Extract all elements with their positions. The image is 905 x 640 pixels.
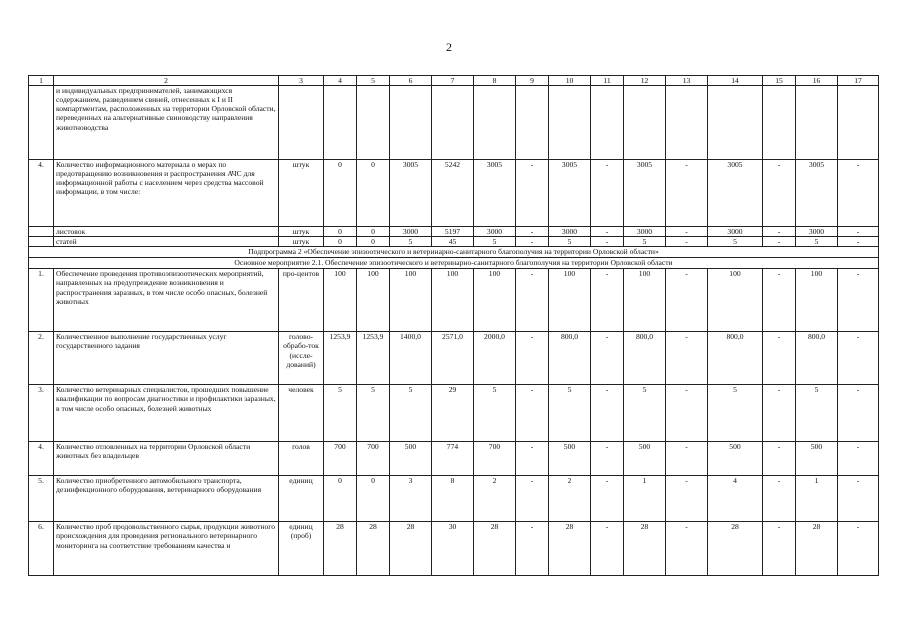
value-cell: 500 (708, 442, 763, 476)
column-number-13: 13 (666, 76, 708, 86)
value-cell: 0 (357, 237, 390, 247)
value-cell (432, 86, 474, 160)
column-number-row (29, 76, 879, 86)
value-cell (357, 86, 390, 160)
value-cell: 28 (549, 522, 591, 576)
column-number-15: 15 (763, 76, 796, 86)
value-cell: - (763, 269, 796, 332)
value-cell: - (591, 476, 624, 522)
value-cell: - (591, 385, 624, 442)
value-cell: 5 (549, 385, 591, 442)
unit-cell: голово-обрабо-ток (иссле-дований) (279, 332, 324, 385)
unit-cell: штук (279, 227, 324, 237)
value-cell: - (666, 442, 708, 476)
table-row (29, 332, 879, 385)
unit-cell: про-центов (279, 269, 324, 332)
indicator-name: статей (54, 237, 279, 247)
value-cell: 2 (549, 476, 591, 522)
column-number-5: 5 (357, 76, 390, 86)
value-cell: - (838, 332, 879, 385)
row-number (29, 227, 54, 237)
indicator-name: Количество ветеринарных специалистов, прошедших повышение квалификации по вопросам диагностики и профилактики заразных, в том числе особо опасных, болезней животных (54, 385, 279, 442)
indicators-table (28, 75, 879, 576)
value-cell: 500 (390, 442, 432, 476)
value-cell: - (666, 269, 708, 332)
value-cell: 1400,0 (390, 332, 432, 385)
indicator-name: и индивидуальных предпринимателей, занимающихся содержанием, разведением свиней, отнесенных к I и II компартментам, расположенных на территории Орловской области, переведенных на альтернативные свиноводству направления животноводства (54, 86, 279, 160)
value-cell (796, 86, 838, 160)
value-cell: 3000 (474, 227, 516, 237)
value-cell: - (763, 160, 796, 227)
column-number-16: 16 (796, 76, 838, 86)
column-number-6: 6 (390, 76, 432, 86)
value-cell: 1253,9 (357, 332, 390, 385)
main-activity-2-1-heading: Основное мероприятие 2.1. Обеспечение эпизоотического и ветеринарно-санитарного благополучия на территории Орловской области (29, 258, 879, 269)
column-number-12: 12 (624, 76, 666, 86)
value-cell: - (666, 237, 708, 247)
value-cell (624, 86, 666, 160)
unit-cell (279, 86, 324, 160)
value-cell: 100 (357, 269, 390, 332)
value-cell: - (591, 442, 624, 476)
row-number: 6. (29, 522, 54, 576)
value-cell (549, 86, 591, 160)
value-cell: - (516, 476, 549, 522)
value-cell: 5 (624, 385, 666, 442)
value-cell: 100 (390, 269, 432, 332)
value-cell: 5 (708, 237, 763, 247)
value-cell: 28 (474, 522, 516, 576)
value-cell: 3005 (624, 160, 666, 227)
value-cell: - (516, 442, 549, 476)
value-cell: - (516, 522, 549, 576)
value-cell: - (838, 476, 879, 522)
indicator-name: Количественное выполнение государственных услуг государственного задания (54, 332, 279, 385)
table-row (29, 227, 879, 237)
value-cell: 5197 (432, 227, 474, 237)
value-cell: 100 (432, 269, 474, 332)
value-cell: 700 (474, 442, 516, 476)
value-cell: 5 (708, 385, 763, 442)
indicator-name: Количество информационного материала о мерах по предотвращению возникновения и распространения АЧС для информационной работы с населением через средства массовой информации, в том числе: (54, 160, 279, 227)
table-row (29, 160, 879, 227)
value-cell: - (666, 227, 708, 237)
value-cell: 1 (796, 476, 838, 522)
value-cell: 5 (796, 237, 838, 247)
value-cell: 3000 (390, 227, 432, 237)
value-cell: 3000 (549, 227, 591, 237)
indicator-name: листовок (54, 227, 279, 237)
value-cell: - (591, 227, 624, 237)
value-cell: 3005 (474, 160, 516, 227)
value-cell: - (763, 227, 796, 237)
value-cell: - (516, 385, 549, 442)
value-cell: 100 (624, 269, 666, 332)
value-cell: - (591, 269, 624, 332)
subprogram-2-heading: Подпрограмма 2 «Обеспечение эпизоотического и ветеринарно-санитарного благополучия на территории Орловской области» (29, 247, 879, 258)
value-cell: 5 (474, 237, 516, 247)
value-cell: 3000 (796, 227, 838, 237)
value-cell: - (516, 160, 549, 227)
value-cell: - (763, 385, 796, 442)
value-cell: 0 (324, 237, 357, 247)
value-cell: 45 (432, 237, 474, 247)
value-cell: - (838, 237, 879, 247)
value-cell: 5 (549, 237, 591, 247)
value-cell: - (516, 332, 549, 385)
value-cell: 0 (324, 227, 357, 237)
value-cell: - (838, 227, 879, 237)
column-number-9: 9 (516, 76, 549, 86)
value-cell (474, 86, 516, 160)
column-number-10: 10 (549, 76, 591, 86)
value-cell: - (838, 385, 879, 442)
value-cell (838, 86, 879, 160)
unit-cell: голов (279, 442, 324, 476)
column-number-7: 7 (432, 76, 474, 86)
value-cell: - (838, 160, 879, 227)
value-cell (516, 86, 549, 160)
value-cell: 0 (357, 227, 390, 237)
value-cell: 2000,0 (474, 332, 516, 385)
value-cell (763, 86, 796, 160)
value-cell: - (666, 385, 708, 442)
value-cell: - (666, 160, 708, 227)
value-cell: 29 (432, 385, 474, 442)
row-number: 3. (29, 385, 54, 442)
page-number: 2 (446, 40, 452, 54)
value-cell: 500 (624, 442, 666, 476)
column-number-14: 14 (708, 76, 763, 86)
value-cell: 5 (390, 385, 432, 442)
value-cell: 100 (796, 269, 838, 332)
unit-cell: штук (279, 237, 324, 247)
value-cell: 3005 (549, 160, 591, 227)
value-cell: 100 (474, 269, 516, 332)
value-cell: 5 (390, 237, 432, 247)
value-cell: 28 (624, 522, 666, 576)
column-number-11: 11 (591, 76, 624, 86)
unit-cell: единиц (проб) (279, 522, 324, 576)
value-cell: 3000 (708, 227, 763, 237)
value-cell: 700 (324, 442, 357, 476)
table-row (29, 442, 879, 476)
value-cell: 2 (474, 476, 516, 522)
indicator-name: Количество приобретенного автомобильного транспорта, дезинфекционного оборудования, ветеринарного оборудования (54, 476, 279, 522)
value-cell: 800,0 (708, 332, 763, 385)
value-cell: 500 (549, 442, 591, 476)
row-number: 4. (29, 160, 54, 227)
value-cell: 4 (708, 476, 763, 522)
value-cell: 2571,0 (432, 332, 474, 385)
unit-cell: человек (279, 385, 324, 442)
column-number-3: 3 (279, 76, 324, 86)
value-cell: - (763, 476, 796, 522)
value-cell: - (591, 522, 624, 576)
table-row (29, 86, 879, 160)
indicator-name: Количество отловленных на территории Орловской области животных без владельцев (54, 442, 279, 476)
table-row (29, 522, 879, 576)
table-row (29, 476, 879, 522)
value-cell: 5 (796, 385, 838, 442)
table-row (29, 385, 879, 442)
value-cell: - (516, 237, 549, 247)
value-cell: 28 (390, 522, 432, 576)
column-number-2: 2 (54, 76, 279, 86)
value-cell (666, 86, 708, 160)
column-number-17: 17 (838, 76, 879, 86)
table-row (29, 237, 879, 247)
indicator-name: Обеспечение проведения противоэпизоотических мероприятий, направленных на предупреждение возникновения и распространения заразных, в том числе особо опасных, болезней животных (54, 269, 279, 332)
value-cell: 3005 (796, 160, 838, 227)
value-cell: 3000 (624, 227, 666, 237)
value-cell: 100 (324, 269, 357, 332)
value-cell: 0 (324, 160, 357, 227)
value-cell: 5 (474, 385, 516, 442)
value-cell: 5 (324, 385, 357, 442)
row-number: 5. (29, 476, 54, 522)
row-number: 4. (29, 442, 54, 476)
value-cell (591, 86, 624, 160)
unit-cell: единиц (279, 476, 324, 522)
table-row (29, 269, 879, 332)
row-number (29, 237, 54, 247)
value-cell: - (516, 269, 549, 332)
value-cell: - (516, 227, 549, 237)
value-cell: - (838, 522, 879, 576)
value-cell: 28 (357, 522, 390, 576)
value-cell: - (763, 442, 796, 476)
value-cell: 0 (324, 476, 357, 522)
value-cell: - (591, 237, 624, 247)
value-cell: 8 (432, 476, 474, 522)
unit-cell: штук (279, 160, 324, 227)
column-number-4: 4 (324, 76, 357, 86)
subprogram-2-heading-row (29, 247, 879, 258)
value-cell: 1253,9 (324, 332, 357, 385)
value-cell: - (666, 332, 708, 385)
value-cell: 0 (357, 476, 390, 522)
value-cell: 800,0 (549, 332, 591, 385)
value-cell: 500 (796, 442, 838, 476)
value-cell: 3005 (708, 160, 763, 227)
value-cell: 1 (624, 476, 666, 522)
value-cell: - (591, 332, 624, 385)
value-cell: - (763, 332, 796, 385)
value-cell: 30 (432, 522, 474, 576)
column-number-8: 8 (474, 76, 516, 86)
value-cell (324, 86, 357, 160)
value-cell (390, 86, 432, 160)
value-cell: 5 (357, 385, 390, 442)
value-cell: 28 (708, 522, 763, 576)
value-cell: - (838, 269, 879, 332)
value-cell: 0 (357, 160, 390, 227)
value-cell: 5242 (432, 160, 474, 227)
row-number (29, 86, 54, 160)
value-cell: - (591, 160, 624, 227)
value-cell: 28 (796, 522, 838, 576)
value-cell: - (763, 522, 796, 576)
value-cell: 3005 (390, 160, 432, 227)
row-number: 1. (29, 269, 54, 332)
row-number: 2. (29, 332, 54, 385)
value-cell: - (838, 442, 879, 476)
value-cell: 700 (357, 442, 390, 476)
value-cell: 800,0 (624, 332, 666, 385)
value-cell: - (763, 237, 796, 247)
value-cell: - (666, 522, 708, 576)
value-cell: 3 (390, 476, 432, 522)
value-cell: 100 (549, 269, 591, 332)
value-cell: 28 (324, 522, 357, 576)
value-cell (708, 86, 763, 160)
value-cell: 100 (708, 269, 763, 332)
value-cell: 774 (432, 442, 474, 476)
main-activity-2-1-heading-row (29, 258, 879, 269)
column-number-1: 1 (29, 76, 54, 86)
indicator-name: Количество проб продовольственного сырья, продукции животного происхождения для проведения регионального ветеринарного мониторинга на соответствие требованиям качества и (54, 522, 279, 576)
value-cell: - (666, 476, 708, 522)
value-cell: 5 (624, 237, 666, 247)
value-cell: 800,0 (796, 332, 838, 385)
